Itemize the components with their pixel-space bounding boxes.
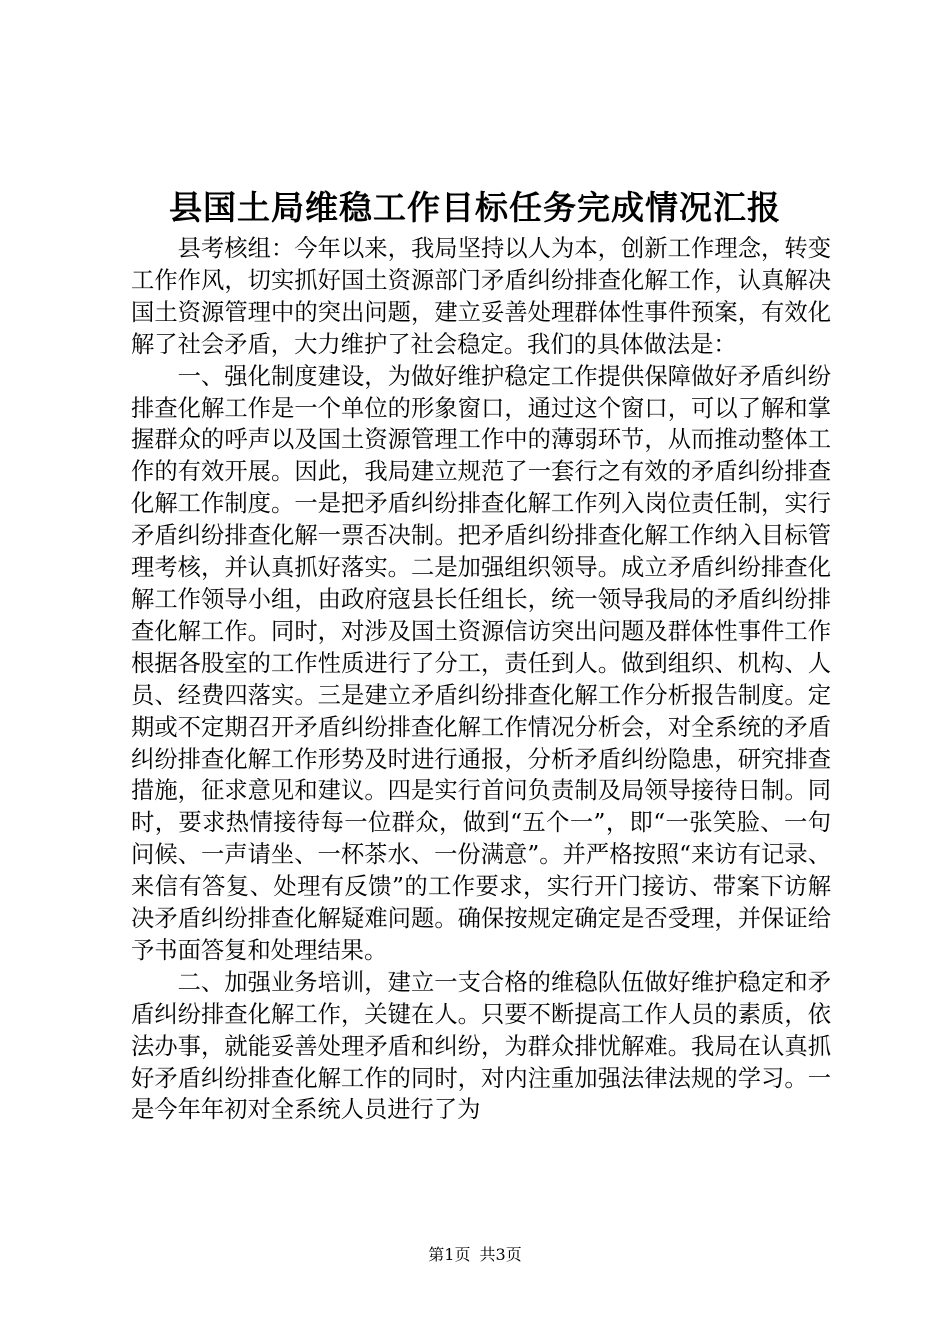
paragraph-intro: 县考核组：今年以来，我局坚持以人为本，创新工作理念，转变工作作风，切实抓好国土资源部门矛盾纠纷排查化解工作，认真解决国土资源管理中的突出问题，建立妥善处理群体性事件预案，有效化解了社会矛盾，大力维护了社会稳定。我们的具体做法是： xyxy=(131,235,831,358)
document-body xyxy=(131,233,831,1126)
document-title: 县国土局维稳工作目标任务完成情况汇报 xyxy=(169,188,781,227)
page-footer xyxy=(0,1244,950,1266)
page-number: 第1页 xyxy=(428,1245,471,1264)
paragraph-section-1: 一、强化制度建设，为做好维护稳定工作提供保障做好矛盾纠纷排查化解工作是一个单位的形象窗口，通过这个窗口，可以了解和掌握群众的呼声以及国土资源管理工作中的薄弱环节，从而推动整体工作的有效开展。因此，我局建立规范了一套行之有效的矛盾纠纷排查化解工作制度。一是把矛盾纠纷排查化解工作列入岗位责任制，实行矛盾纠纷排查化解一票否决制。把矛盾纠纷排查化解工作纳入目标管理考核，并认真抓好落实。二是加强组织领导。成立矛盾纠纷排查化解工作领导小组，由政府寇县长任组长，统一领导我局的矛盾纠纷排查化解工作。同时，对涉及国土资源信访突出问题及群体性事件工作根据各股室的工作性质进行了分工，责任到人。做到组织、机构、人员、经费四落实。三是建立矛盾纠纷排查化解工作分析报告制度。定期或不定期召开矛盾纠纷排查化解工作情况分析会，对全系统的矛盾纠纷排查化解工作形势及时进行通报，分析矛盾纠纷隐患，研究排查措施，征求意见和建议。四是实行首问负责制及局领导接待日制。同时，要求热情接待每一位群众，做到“五个一”，即“一张笑脸、一句问候、一声请坐、一杯茶水、一份满意”。并严格按照“来访有记录、来信有答复、处理有反馈”的工作要求，实行开门接访、带案下访解决矛盾纠纷排查化解疑难问题。确保按规定确定是否受理，并保证给予书面答复和处理结果。 xyxy=(131,362,831,964)
paragraph-section-2: 二、加强业务培训，建立一支合格的维稳队伍做好维护稳定和矛盾纠纷排查化解工作，关键在人。只要不断提高工作人员的素质，依法办事，就能妥善处理矛盾和纠纷，为群众排忧解难。我局在认真抓好矛盾纠纷排查化解工作的同时，对内注重加强法律法规的学习。一是今年年初对全系统人员进行了为 xyxy=(131,968,831,1124)
page-total: 共3页 xyxy=(479,1245,522,1264)
